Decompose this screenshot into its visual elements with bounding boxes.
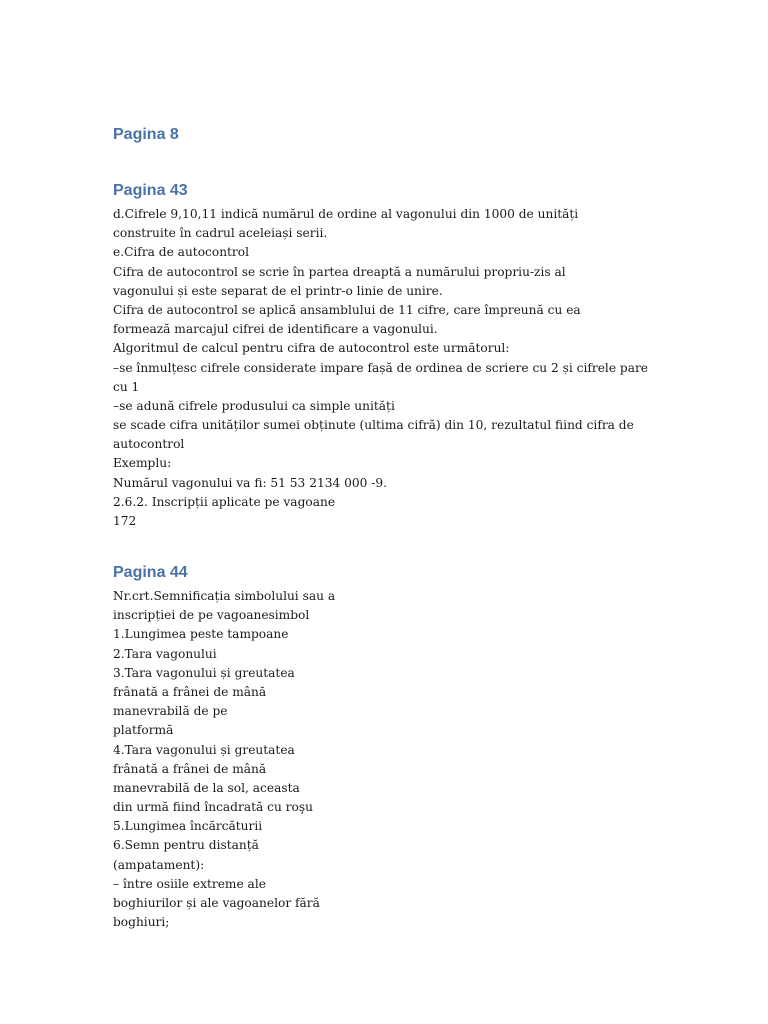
- text-line: 5.Lungimea încărcăturii: [113, 819, 263, 834]
- text-line: Nr.crt.Semnificația simbolului sau a: [113, 589, 336, 603]
- text-line: platformă: [113, 723, 174, 738]
- text-line: inscripției de pe vagoanesimbol: [113, 608, 310, 623]
- text-line: 1.Lungimea peste tampoane: [113, 627, 289, 642]
- text-line: din urmă fiind încadrată cu roşu: [113, 800, 313, 815]
- text-line: – între osiile extreme ale: [113, 876, 266, 891]
- text-line: boghiurilor și ale vagoanelor fără: [113, 896, 320, 910]
- text-line: 3.Tara vagonului și greutatea: [113, 665, 295, 680]
- text-line: Cifra de autocontrol se aplică ansamblului de 11 cifre, care împreună cu ea: [113, 302, 581, 317]
- text-line: –se înmulțesc cifrele considerate impare fașă de ordinea de scriere cu 2 și cifrele pare: [113, 360, 649, 375]
- text-line: vagonului și este separat de el printr-o linie de unire.: [113, 283, 443, 298]
- text-line: boghiuri;: [113, 915, 170, 930]
- text-line: Exemplu:: [113, 456, 172, 471]
- page-heading-43: Pagina 43: [113, 182, 188, 199]
- text-line: manevrabilă de la sol, aceasta: [113, 780, 300, 795]
- text-line: Algoritmul de calcul pentru cifra de autocontrol este următorul:: [113, 341, 510, 356]
- text-line: cu 1: [113, 379, 140, 394]
- page-43-text: [113, 205, 648, 531]
- text-line: manevrabilă de pe: [113, 704, 228, 719]
- page-heading-8: Pagina 8: [113, 126, 179, 143]
- text-line: frânată a frânei de mână: [113, 684, 267, 699]
- text-line: 2.Tara vagonului: [113, 646, 217, 661]
- text-line: se scade cifra unităților sumei obținute (ultima cifră) din 10, rezultatul fiind cifra de: [113, 418, 634, 433]
- text-line: d.Cifrele 9,10,11 indică numărul de ordine al vagonului din 1000 de unități: [113, 207, 579, 221]
- page-heading-44: Pagina 44: [113, 564, 188, 581]
- text-line: e.Cifra de autocontrol: [113, 245, 249, 260]
- page-44-text: [113, 587, 335, 932]
- text-line: frânată a frânei de mână: [113, 761, 267, 776]
- text-line: (ampatament):: [113, 857, 205, 872]
- text-line: Cifra de autocontrol se scrie în partea dreaptă a numărului propriu-zis al: [113, 264, 566, 279]
- text-line: –se adună cifrele produsului ca simple unități: [113, 398, 395, 413]
- text-line: 2.6.2. Inscripții aplicate pe vagoane: [113, 494, 336, 509]
- text-line: 172: [113, 514, 137, 528]
- text-line: 4.Tara vagonului și greutatea: [113, 742, 295, 757]
- text-line: construite în cadrul aceleiași serii.: [113, 226, 328, 241]
- text-line: formează marcajul cifrei de identificare a vagonului.: [113, 322, 438, 337]
- text-line: autocontrol: [113, 437, 185, 452]
- text-line: Numărul vagonului va fi: 51 53 2134 000 -9.: [113, 475, 387, 490]
- text-line: 6.Semn pentru distanță: [113, 838, 259, 853]
